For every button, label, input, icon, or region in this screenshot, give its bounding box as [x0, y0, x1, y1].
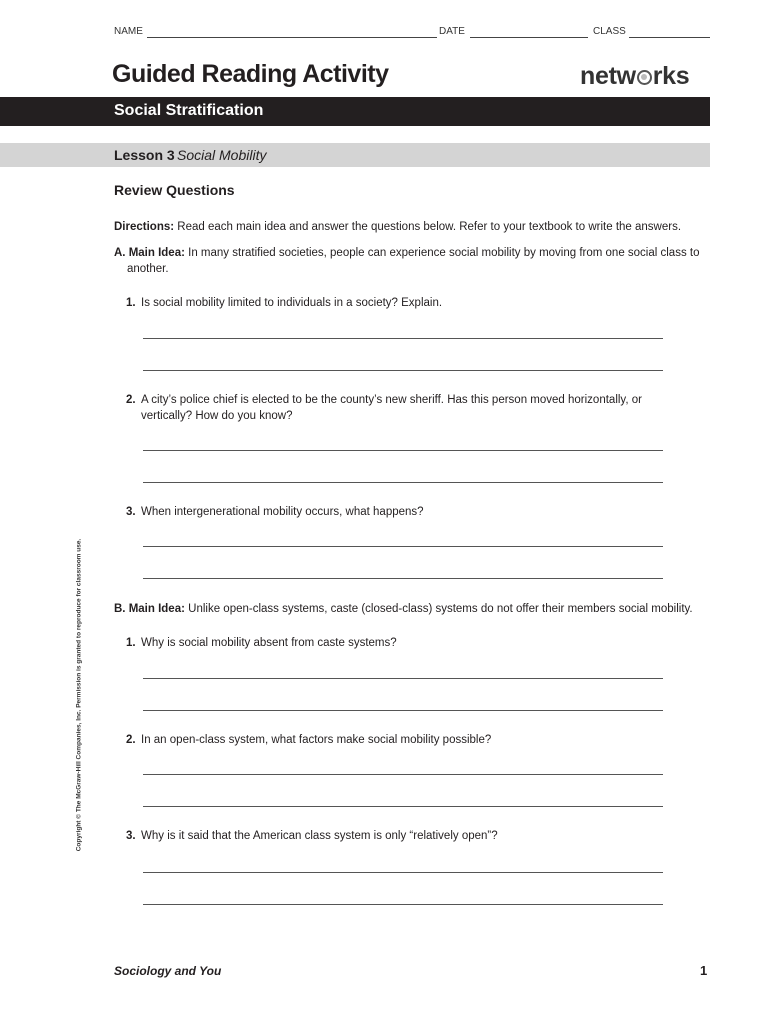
footer-title: Sociology and You [114, 964, 222, 978]
directions [114, 219, 710, 235]
question-b2 [126, 732, 671, 748]
question-text: When intergenerational mobility occurs, what happens? [141, 506, 424, 518]
question-b1 [126, 635, 671, 651]
logo-suffix: rks [652, 62, 690, 90]
class-field[interactable] [629, 37, 710, 38]
networks-logo [580, 62, 689, 91]
name-field[interactable] [147, 37, 437, 38]
page-title: Guided Reading Activity [112, 60, 389, 88]
main-idea-b-label: B. Main Idea: [114, 603, 185, 615]
question-number: 3. [126, 506, 136, 518]
answer-line[interactable] [143, 904, 663, 905]
directions-label: Directions: [114, 221, 175, 233]
main-idea-b-text: Unlike open-class systems, caste (closed-class) systems do not offer their members social mobility. [188, 603, 693, 615]
answer-line[interactable] [143, 450, 663, 451]
main-idea-b [114, 601, 710, 617]
page-number: 1 [700, 963, 708, 978]
answer-line[interactable] [143, 872, 663, 873]
directions-text: Read each main idea and answer the questions below. Refer to your textbook to write the answers. [177, 221, 682, 233]
name-label: NAME [114, 26, 143, 37]
answer-line[interactable] [143, 806, 663, 807]
answer-line[interactable] [143, 578, 663, 579]
lesson-band [0, 143, 710, 167]
answer-line[interactable] [143, 482, 663, 483]
main-idea-a-label: A. Main Idea: [114, 247, 185, 259]
main-idea-a [114, 245, 710, 277]
answer-line[interactable] [143, 370, 663, 371]
question-number: 1. [126, 297, 136, 309]
section-title: Review Questions [114, 182, 235, 198]
question-text: Why is social mobility absent from caste systems? [141, 637, 397, 649]
student-info-header [114, 26, 710, 40]
logo-o-icon [637, 70, 652, 85]
answer-line[interactable] [143, 710, 663, 711]
date-field[interactable] [470, 37, 588, 38]
answer-line[interactable] [143, 338, 663, 339]
main-idea-a-text: In many stratified societies, people can experience social mobility by moving from one social class to another. [127, 247, 700, 275]
question-a1 [126, 295, 671, 311]
question-text: In an open-class system, what factors make social mobility possible? [141, 734, 492, 746]
question-number: 3. [126, 830, 136, 842]
question-a3 [126, 504, 671, 520]
question-number: 1. [126, 637, 136, 649]
lesson-number: Lesson 3 [114, 147, 175, 163]
subtitle-band [0, 97, 710, 126]
subtitle: Social Stratification [114, 102, 264, 119]
class-label: CLASS [593, 26, 626, 37]
logo-prefix: netw [580, 62, 636, 90]
question-number: 2. [126, 394, 136, 406]
copyright-notice: Copyright © The McGraw-Hill Companies, Inc. Permission is granted to reproduce for classroom use. [75, 538, 83, 852]
date-label: DATE [439, 26, 465, 37]
lesson-name: Social Mobility [177, 147, 267, 163]
question-text: Is social mobility limited to individuals in a society? Explain. [141, 297, 443, 309]
question-text: Why is it said that the American class system is only “relatively open”? [141, 830, 498, 842]
answer-line[interactable] [143, 774, 663, 775]
question-b3 [126, 828, 671, 844]
question-number: 2. [126, 734, 136, 746]
question-a2 [126, 392, 671, 424]
question-text: A city’s police chief is elected to be the county’s new sheriff. Has this person moved horizontally, or vertically? How do you know? [141, 394, 642, 422]
answer-line[interactable] [143, 678, 663, 679]
answer-line[interactable] [143, 546, 663, 547]
